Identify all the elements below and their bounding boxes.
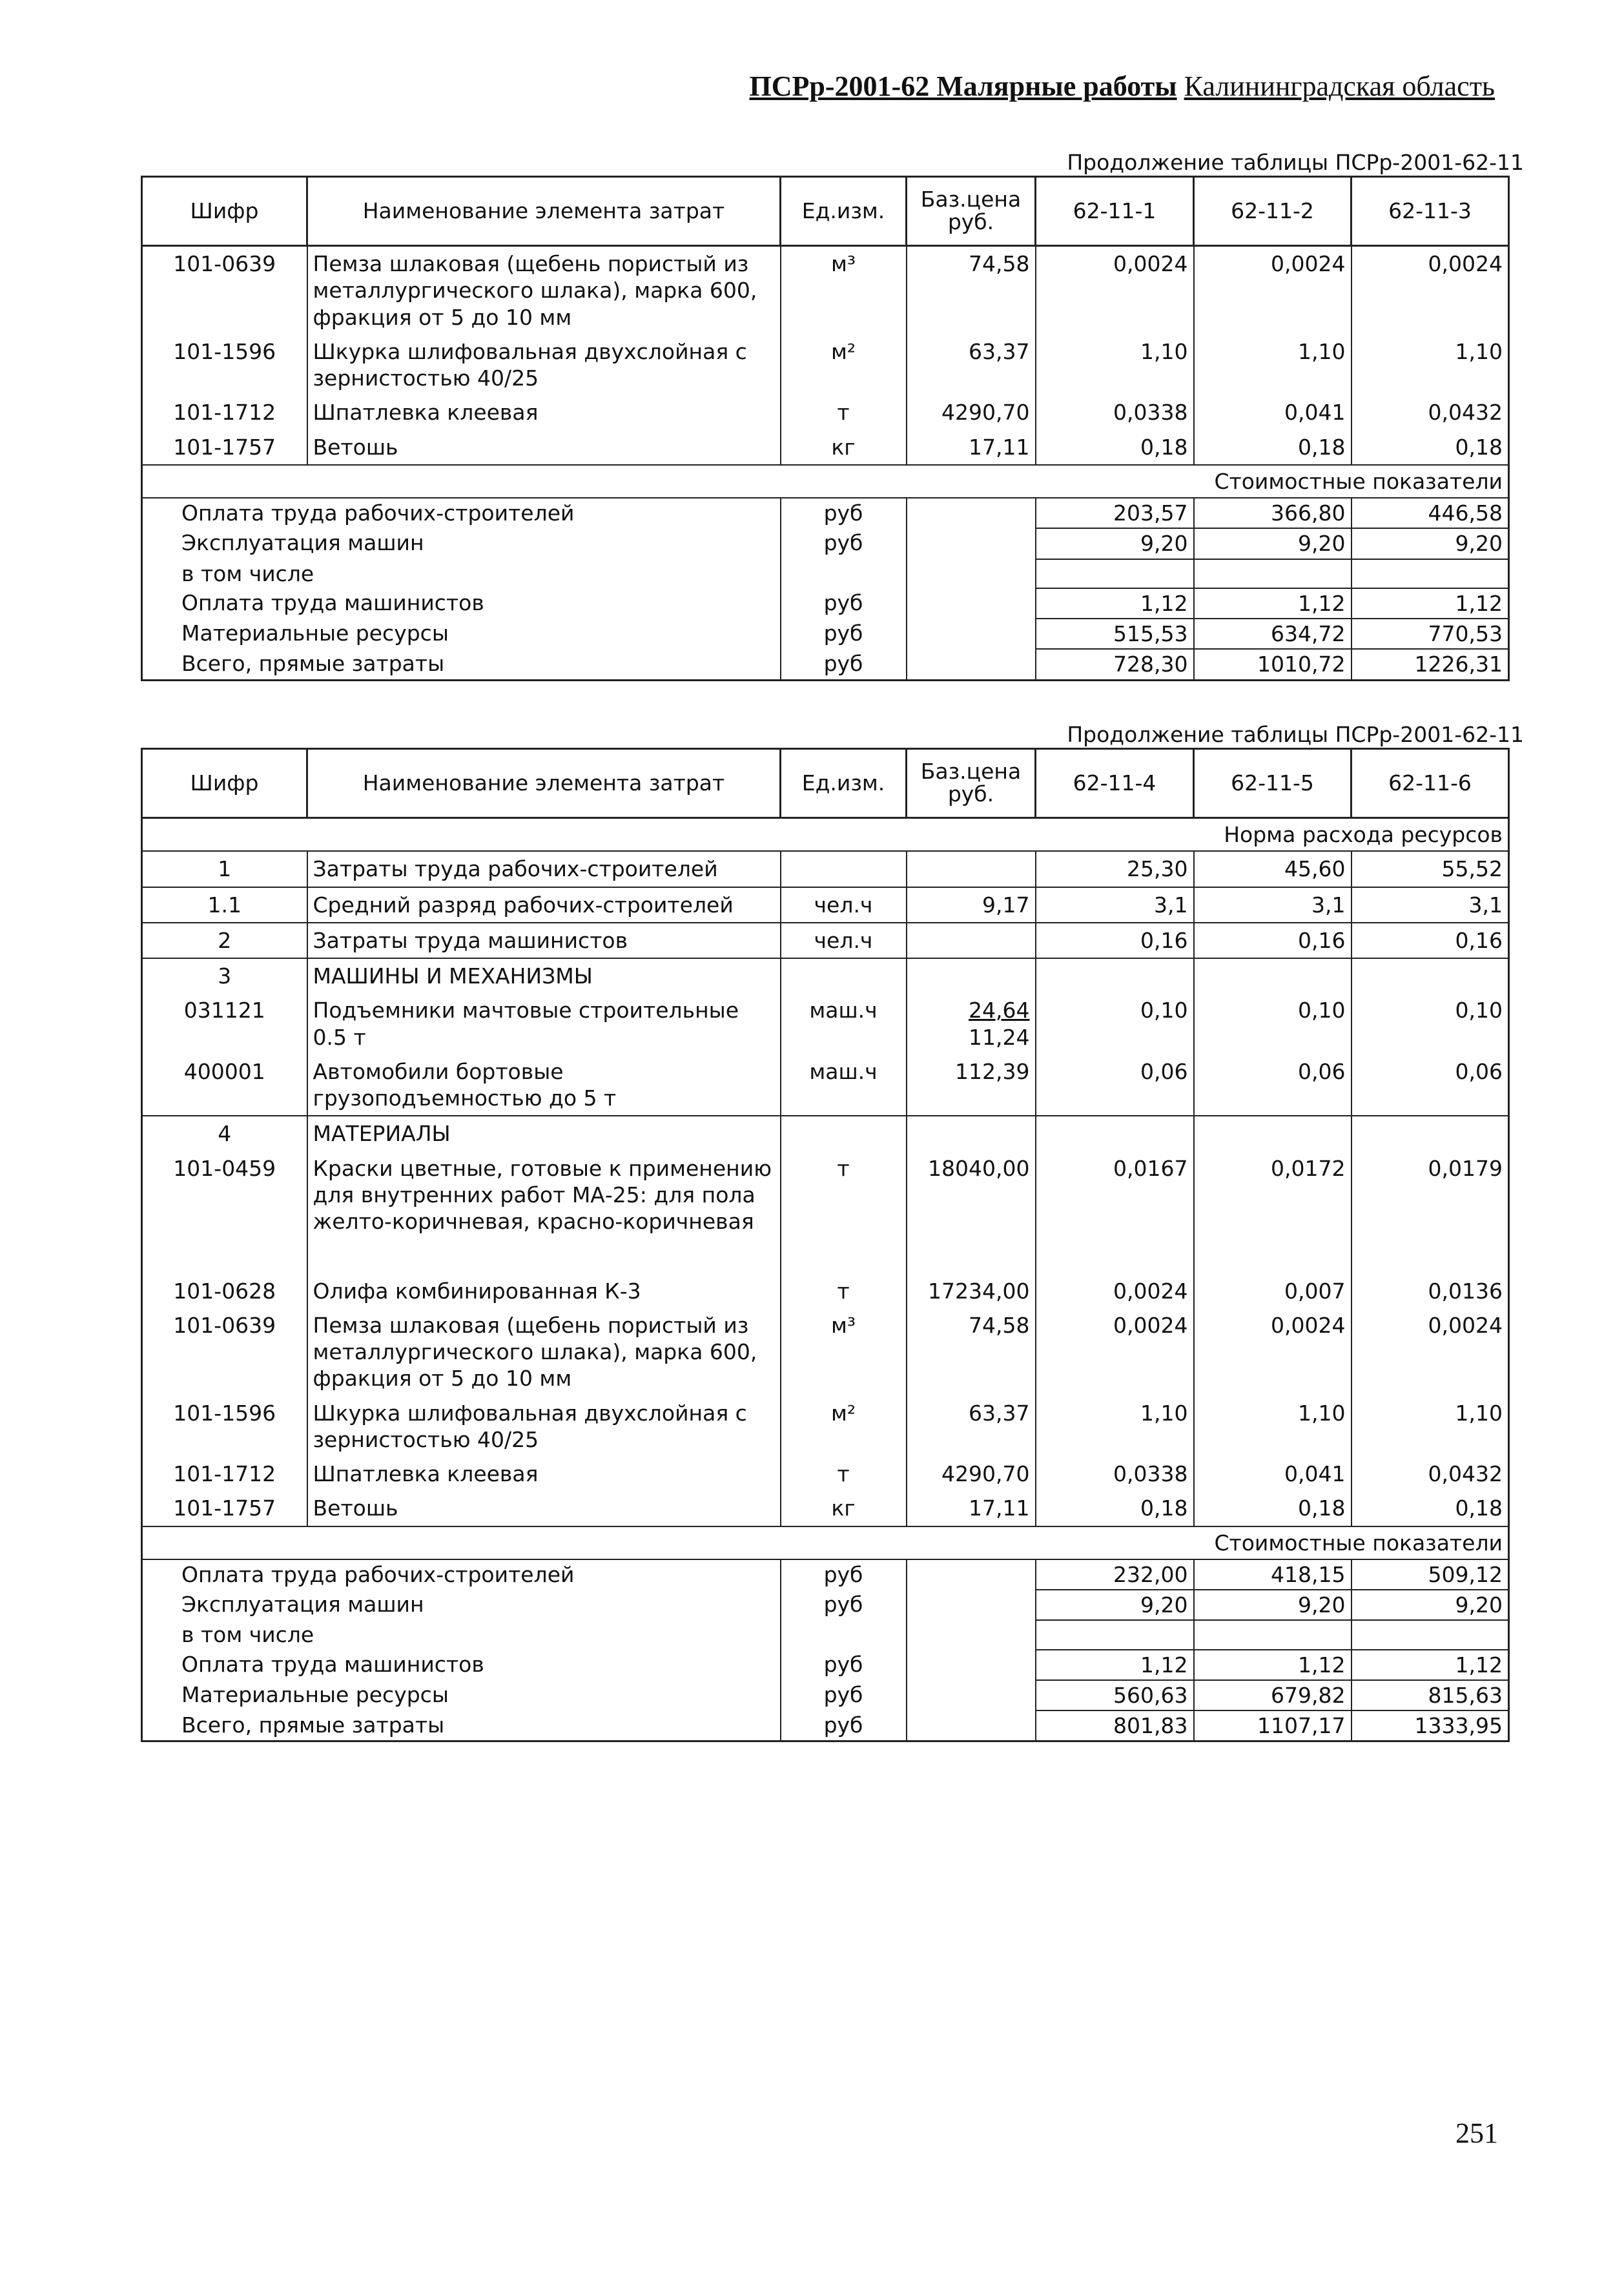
row-value: 1,10: [1352, 334, 1509, 396]
cost-value: 9,20: [1194, 528, 1352, 559]
cost-value: [1352, 559, 1509, 588]
cost-row: [142, 1710, 1509, 1741]
section-code: 3: [142, 958, 307, 993]
row-value: 25,30: [1036, 851, 1194, 887]
table-row: [142, 1274, 1509, 1308]
row-unit: кг: [781, 430, 907, 465]
row-price: 63,37: [907, 1396, 1036, 1457]
row-value: 1,10: [1036, 1396, 1194, 1457]
row-name: Шпатлевка клеевая: [307, 1457, 781, 1491]
cost-price-empty: [907, 1620, 1036, 1649]
cost-value: 9,20: [1036, 1590, 1194, 1620]
empty-cell: [907, 958, 1036, 993]
cost-price-empty: [907, 1559, 1036, 1590]
row-name: Шпатлевка клеевая: [307, 395, 781, 429]
row-value: 0,0024: [1036, 1274, 1194, 1308]
row-value: 0,18: [1352, 430, 1509, 465]
table-1: [141, 176, 1510, 681]
cost-section-header-label: Стоимостные показатели: [142, 465, 1509, 498]
row-value: 0,16: [1352, 923, 1509, 958]
cost-unit: руб: [781, 1590, 907, 1620]
cost-value: 509,12: [1352, 1559, 1509, 1590]
cost-value: 560,63: [1036, 1680, 1194, 1710]
cost-unit: руб: [781, 1559, 907, 1590]
row-price: 112,39: [907, 1054, 1036, 1116]
column-header-unit: Ед.изм.: [781, 749, 907, 818]
section-code: 4: [142, 1116, 307, 1151]
empty-cell: [1352, 1116, 1509, 1151]
empty-cell: [1036, 958, 1194, 993]
row-code: 101-0628: [142, 1274, 307, 1308]
empty-cell: [781, 958, 907, 993]
cost-row: [142, 1680, 1509, 1710]
cost-unit: руб: [781, 1680, 907, 1710]
row-value: 0,0172: [1194, 1151, 1352, 1274]
cost-value: 203,57: [1036, 498, 1194, 528]
row-unit: т: [781, 395, 907, 429]
cost-value: 1,12: [1194, 588, 1352, 619]
price-numerator: 24,64: [969, 998, 1030, 1023]
column-header-code: Шифр: [142, 177, 307, 246]
empty-cell: [907, 1116, 1036, 1151]
row-unit: м³: [781, 1308, 907, 1396]
cost-price-empty: [907, 1680, 1036, 1710]
row-value: 0,0432: [1352, 395, 1509, 429]
table-row: [142, 334, 1509, 396]
row-value: 3,1: [1352, 887, 1509, 923]
cost-unit: [781, 559, 907, 588]
page-number: 251: [1455, 2117, 1498, 2149]
cost-row: [142, 528, 1509, 559]
row-name: Пемза шлаковая (щебень пористый из металлургического шлака), марка 600, фракция от 5 до 10 мм: [307, 246, 781, 334]
table-row: [142, 1491, 1509, 1526]
cost-value: 728,30: [1036, 649, 1194, 680]
cost-row: [142, 1620, 1509, 1649]
table-row: [142, 1308, 1509, 1396]
row-code: 101-0639: [142, 1308, 307, 1396]
section-name: МАШИНЫ И МЕХАНИЗМЫ: [307, 958, 781, 993]
row-name: Затраты труда рабочих-строителей: [307, 851, 781, 887]
row-value: 0,10: [1036, 993, 1194, 1054]
table2-caption: Продолжение таблицы ПСРр-2001-62-11: [1067, 722, 1524, 747]
table-header-row: [142, 177, 1509, 246]
row-price: 9,17: [907, 887, 1036, 923]
row-value: 0,0024: [1194, 1308, 1352, 1396]
empty-cell: [781, 1116, 907, 1151]
cost-value: [1194, 559, 1352, 588]
row-price: [907, 993, 1036, 1054]
row-value: 0,0024: [1036, 246, 1194, 334]
row-unit: чел.ч: [781, 923, 907, 958]
row-name: Шкурка шлифовальная двухслойная с зернистостью 40/25: [307, 1396, 781, 1457]
resource-section-header: [142, 818, 1509, 852]
row-value: 0,0179: [1352, 1151, 1509, 1274]
row-price: 4290,70: [907, 395, 1036, 429]
row-name: Олифа комбинированная К-3: [307, 1274, 781, 1308]
cost-value: 418,15: [1194, 1559, 1352, 1590]
cost-name: Всего, прямые затраты: [142, 1710, 781, 1741]
cost-value: 1226,31: [1352, 649, 1509, 680]
cost-price-empty: [907, 588, 1036, 619]
cost-unit: руб: [781, 1650, 907, 1680]
cost-row: [142, 619, 1509, 649]
document-code-title: ПСРр-2001-62 Малярные работы: [749, 70, 1177, 102]
table-row: [142, 1054, 1509, 1116]
row-value: 0,0338: [1036, 395, 1194, 429]
column-header-norm: 62-11-4: [1036, 749, 1194, 818]
empty-cell: [1194, 958, 1352, 993]
section-name: МАТЕРИАЛЫ: [307, 1116, 781, 1151]
row-value: 0,041: [1194, 1457, 1352, 1491]
cost-row: [142, 559, 1509, 588]
row-unit: чел.ч: [781, 887, 907, 923]
table-row: [142, 887, 1509, 923]
row-unit: [781, 851, 907, 887]
row-value: 0,0338: [1036, 1457, 1194, 1491]
materials-section-row: [142, 1116, 1509, 1151]
table-row: [142, 851, 1509, 887]
machines-section-row: [142, 958, 1509, 993]
cost-value: [1194, 1620, 1352, 1649]
cost-name: Оплата труда машинистов: [142, 588, 781, 619]
cost-price-empty: [907, 1710, 1036, 1741]
cost-value: [1352, 1620, 1509, 1649]
column-header-code: Шифр: [142, 749, 307, 818]
row-value: 0,06: [1352, 1054, 1509, 1116]
cost-value: 9,20: [1194, 1590, 1352, 1620]
cost-section-header: [142, 465, 1509, 498]
cost-unit: руб: [781, 1710, 907, 1741]
row-value: 1,10: [1194, 1396, 1352, 1457]
row-code: 1: [142, 851, 307, 887]
row-name: Подъемники мачтовые строительные 0.5 т: [307, 993, 781, 1054]
table-header-row: [142, 749, 1509, 818]
table-row: [142, 430, 1509, 465]
row-value: 55,52: [1352, 851, 1509, 887]
column-header-name: Наименование элемента затрат: [307, 177, 781, 246]
row-unit: м²: [781, 1396, 907, 1457]
table-row: [142, 993, 1509, 1054]
row-value: 0,10: [1352, 993, 1509, 1054]
row-value: 0,0136: [1352, 1274, 1509, 1308]
row-price: 74,58: [907, 1308, 1036, 1396]
row-value: 0,18: [1194, 1491, 1352, 1526]
column-header-price: [907, 177, 1036, 246]
row-price: [907, 923, 1036, 958]
column-header-price-line1: Баз.цена: [920, 187, 1022, 212]
cost-value: 1,12: [1036, 1650, 1194, 1680]
cost-value: 515,53: [1036, 619, 1194, 649]
cost-name: Оплата труда рабочих-строителей: [142, 498, 781, 528]
row-unit: т: [781, 1457, 907, 1491]
cost-value: 9,20: [1352, 1590, 1509, 1620]
cost-value: 446,58: [1352, 498, 1509, 528]
table-row: [142, 1457, 1509, 1491]
table-row: [142, 1396, 1509, 1457]
cost-value: [1036, 559, 1194, 588]
row-code: 031121: [142, 993, 307, 1054]
column-header-price-line2: руб.: [947, 781, 994, 806]
table-row: [142, 1151, 1509, 1274]
row-name: Ветошь: [307, 1491, 781, 1526]
row-value: 0,16: [1194, 923, 1352, 958]
cost-price-empty: [907, 1590, 1036, 1620]
cost-price-empty: [907, 498, 1036, 528]
cost-name: Всего, прямые затраты: [142, 649, 781, 680]
row-value: 1,10: [1352, 1396, 1509, 1457]
cost-name: Оплата труда машинистов: [142, 1650, 781, 1680]
table-row: [142, 923, 1509, 958]
cost-price-empty: [907, 1650, 1036, 1680]
row-price: 18040,00: [907, 1151, 1036, 1274]
row-unit: т: [781, 1274, 907, 1308]
resource-section-header-label: Норма расхода ресурсов: [142, 818, 1509, 852]
cost-unit: [781, 1620, 907, 1649]
column-header-norm: 62-11-2: [1194, 177, 1352, 246]
row-value: 0,0024: [1194, 246, 1352, 334]
cost-price-empty: [907, 559, 1036, 588]
cost-section-header: [142, 1526, 1509, 1559]
row-unit: маш.ч: [781, 993, 907, 1054]
row-value: 0,0432: [1352, 1457, 1509, 1491]
column-header-price-line2: руб.: [947, 209, 994, 234]
column-header-name: Наименование элемента затрат: [307, 749, 781, 818]
cost-value: 1010,72: [1194, 649, 1352, 680]
cost-value: 1,12: [1352, 1650, 1509, 1680]
row-code: 2: [142, 923, 307, 958]
row-code: 101-1596: [142, 334, 307, 396]
row-value: 0,007: [1194, 1274, 1352, 1308]
empty-cell: [1194, 1116, 1352, 1151]
cost-price-empty: [907, 619, 1036, 649]
empty-cell: [1352, 958, 1509, 993]
row-value: 45,60: [1194, 851, 1352, 887]
row-unit: т: [781, 1151, 907, 1274]
column-header-unit: Ед.изм.: [781, 177, 907, 246]
row-name: Шкурка шлифовальная двухслойная с зернистостью 40/25: [307, 334, 781, 396]
row-value: 0,18: [1352, 1491, 1509, 1526]
cost-value: 366,80: [1194, 498, 1352, 528]
page-header: [750, 70, 1495, 103]
column-header-price-line1: Баз.цена: [920, 759, 1022, 785]
cost-row: [142, 498, 1509, 528]
row-value: 0,0024: [1036, 1308, 1194, 1396]
row-code: 1.1: [142, 887, 307, 923]
row-value: 1,10: [1194, 334, 1352, 396]
price-denominator: 11,24: [969, 1024, 1030, 1050]
column-header-norm: 62-11-1: [1036, 177, 1194, 246]
cost-price-empty: [907, 649, 1036, 680]
cost-name: Оплата труда рабочих-строителей: [142, 1559, 781, 1590]
row-code: 101-1712: [142, 395, 307, 429]
row-unit: м²: [781, 334, 907, 396]
row-value: 0,0024: [1352, 246, 1509, 334]
table-row: [142, 395, 1509, 429]
table1-caption: Продолжение таблицы ПСРр-2001-62-11: [1067, 150, 1524, 175]
row-unit: маш.ч: [781, 1054, 907, 1116]
cost-name: Эксплуатация машин: [142, 528, 781, 559]
row-price: 74,58: [907, 246, 1036, 334]
row-code: 400001: [142, 1054, 307, 1116]
row-name: Автомобили бортовые грузоподъемностью до 5 т: [307, 1054, 781, 1116]
row-price: 17,11: [907, 1491, 1036, 1526]
row-value: 1,10: [1036, 334, 1194, 396]
cost-value: 634,72: [1194, 619, 1352, 649]
cost-value: 1,12: [1352, 588, 1509, 619]
cost-row: [142, 588, 1509, 619]
cost-value: 815,63: [1352, 1680, 1509, 1710]
row-value: 3,1: [1194, 887, 1352, 923]
cost-section-header-label: Стоимостные показатели: [142, 1526, 1509, 1559]
cost-price-empty: [907, 528, 1036, 559]
cost-row: [142, 1590, 1509, 1620]
row-code: 101-0459: [142, 1151, 307, 1274]
row-name: Ветошь: [307, 430, 781, 465]
cost-name: Эксплуатация машин: [142, 1590, 781, 1620]
cost-unit: руб: [781, 649, 907, 680]
row-value: 3,1: [1036, 887, 1194, 923]
row-value: 0,0024: [1352, 1308, 1509, 1396]
cost-name: в том числе: [142, 559, 781, 588]
column-header-norm: 62-11-5: [1194, 749, 1352, 818]
row-price: 17,11: [907, 430, 1036, 465]
row-price: 63,37: [907, 334, 1036, 396]
empty-cell: [1036, 1116, 1194, 1151]
row-name: Средний разряд рабочих-строителей: [307, 887, 781, 923]
row-name: Краски цветные, готовые к применению для внутренних работ МА-25: для пола желто-коричневая, красно-коричневая: [307, 1151, 781, 1274]
column-header-norm: 62-11-6: [1352, 749, 1509, 818]
table-2: [141, 748, 1510, 1742]
row-code: 101-1596: [142, 1396, 307, 1457]
row-price: 17234,00: [907, 1274, 1036, 1308]
row-value: 0,06: [1194, 1054, 1352, 1116]
row-value: 0,16: [1036, 923, 1194, 958]
cost-value: 1,12: [1194, 1650, 1352, 1680]
price-fraction: [969, 997, 1029, 1051]
table-row: [142, 246, 1509, 334]
cost-value: 801,83: [1036, 1710, 1194, 1741]
cost-row: [142, 1650, 1509, 1680]
cost-value: 1333,95: [1352, 1710, 1509, 1741]
row-name: Затраты труда машинистов: [307, 923, 781, 958]
cost-value: 9,20: [1036, 528, 1194, 559]
cost-value: 1,12: [1036, 588, 1194, 619]
cost-value: 232,00: [1036, 1559, 1194, 1590]
row-unit: кг: [781, 1491, 907, 1526]
row-value: 0,041: [1194, 395, 1352, 429]
cost-value: 1107,17: [1194, 1710, 1352, 1741]
cost-value: [1036, 1620, 1194, 1649]
row-name: Пемза шлаковая (щебень пористый из металлургического шлака), марка 600, фракция от 5 до 10 мм: [307, 1308, 781, 1396]
cost-unit: руб: [781, 528, 907, 559]
row-code: 101-1757: [142, 430, 307, 465]
row-value: 0,06: [1036, 1054, 1194, 1116]
region-name: Калининградская область: [1184, 70, 1495, 102]
column-header-price: [907, 749, 1036, 818]
cost-value: 770,53: [1352, 619, 1509, 649]
row-value: 0,18: [1194, 430, 1352, 465]
cost-row: [142, 649, 1509, 680]
cost-value: 9,20: [1352, 528, 1509, 559]
cost-name: Материальные ресурсы: [142, 619, 781, 649]
row-value: 0,18: [1036, 1491, 1194, 1526]
cost-unit: руб: [781, 588, 907, 619]
cost-row: [142, 1559, 1509, 1590]
row-value: 0,0167: [1036, 1151, 1194, 1274]
row-value: 0,18: [1036, 430, 1194, 465]
cost-unit: руб: [781, 619, 907, 649]
row-price: 4290,70: [907, 1457, 1036, 1491]
row-value: 0,10: [1194, 993, 1352, 1054]
row-code: 101-0639: [142, 246, 307, 334]
row-code: 101-1757: [142, 1491, 307, 1526]
cost-unit: руб: [781, 498, 907, 528]
cost-name: в том числе: [142, 1620, 781, 1649]
row-price: [907, 851, 1036, 887]
cost-value: 679,82: [1194, 1680, 1352, 1710]
row-unit: м³: [781, 246, 907, 334]
row-code: 101-1712: [142, 1457, 307, 1491]
cost-name: Материальные ресурсы: [142, 1680, 781, 1710]
column-header-norm: 62-11-3: [1352, 177, 1509, 246]
